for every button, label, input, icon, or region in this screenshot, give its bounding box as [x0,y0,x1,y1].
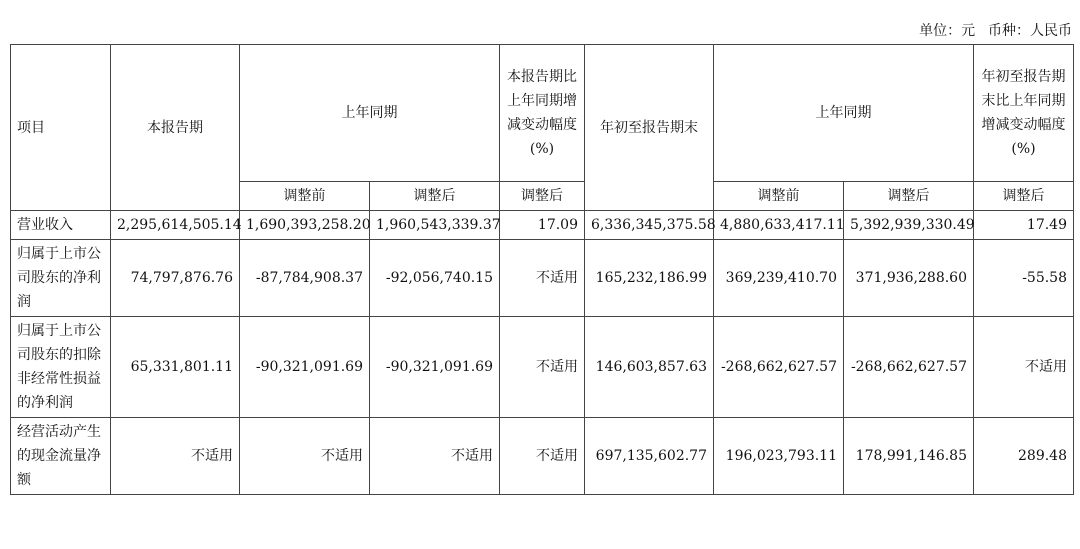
cell-prior-after: 1,960,543,339.37 [370,211,500,240]
cell-prior-before: -90,321,091.69 [240,317,370,418]
cell-ytd-change: 17.49 [974,211,1074,240]
table-row [11,317,1074,418]
header-current-period: 本报告期 [111,45,240,211]
cell-prior-after: 不适用 [370,418,500,495]
cell-ytd-prior-before: 196,023,793.11 [714,418,844,495]
table-row [11,211,1074,240]
header-after-adjustment: 调整后 [370,182,500,211]
cell-change: 17.09 [500,211,585,240]
cell-ytd: 165,232,186.99 [585,240,714,317]
cell-change: 不适用 [500,418,585,495]
header-row-top [11,45,1074,182]
unit-currency-line [915,20,1072,40]
table-body [11,211,1074,495]
table-row [11,240,1074,317]
cell-ytd-change: 289.48 [974,418,1074,495]
header-ytd-end: 年初至报告期末 [585,45,714,211]
cell-prior-after: -90,321,091.69 [370,317,500,418]
header-yoy-change-ytd: 年初至报告期末比上年同期增减变动幅度(%) [974,45,1074,182]
row-item-label: 营业收入 [11,211,111,240]
cell-ytd-change: -55.58 [974,240,1074,317]
header-yoy-change-current: 本报告期比上年同期增减变动幅度(%) [500,45,585,182]
cell-ytd-prior-after: 371,936,288.60 [844,240,974,317]
header-before-adjustment: 调整前 [240,182,370,211]
cell-prior-after: -92,056,740.15 [370,240,500,317]
cell-prior-before: 不适用 [240,418,370,495]
cell-prior-before: -87,784,908.37 [240,240,370,317]
cell-ytd: 146,603,857.63 [585,317,714,418]
header-prior-year-same-period-ytd: 上年同期 [714,45,974,182]
header-prior-year-same-period: 上年同期 [240,45,500,182]
cell-ytd-change: 不适用 [974,317,1074,418]
table-header [11,45,1074,211]
row-item-label: 归属于上市公司股东的扣除非经常性损益的净利润 [11,317,111,418]
cell-change: 不适用 [500,317,585,418]
cell-ytd: 697,135,602.77 [585,418,714,495]
cell-ytd-prior-after: 5,392,939,330.49 [844,211,974,240]
cell-change: 不适用 [500,240,585,317]
row-item-label: 归属于上市公司股东的净利润 [11,240,111,317]
cell-current: 74,797,876.76 [111,240,240,317]
cell-prior-before: 1,690,393,258.20 [240,211,370,240]
cell-ytd-prior-after: 178,991,146.85 [844,418,974,495]
row-item-label: 经营活动产生的现金流量净额 [11,418,111,495]
cell-ytd-prior-before: 4,880,633,417.11 [714,211,844,240]
cell-ytd: 6,336,345,375.58 [585,211,714,240]
header-after-adjustment-change: 调整后 [500,182,585,211]
header-after-adjustment-ytd-change: 调整后 [974,182,1074,211]
unit-label: 单位：元 [919,23,976,39]
cell-ytd-prior-after: -268,662,627.57 [844,317,974,418]
cell-ytd-prior-before: 369,239,410.70 [714,240,844,317]
cell-current: 65,331,801.11 [111,317,240,418]
header-before-adjustment-ytd: 调整前 [714,182,844,211]
cell-current: 不适用 [111,418,240,495]
header-item: 项目 [11,45,111,211]
currency-label: 币种：人民币 [988,23,1072,39]
header-after-adjustment-ytd: 调整后 [844,182,974,211]
table-row [11,418,1074,495]
cell-ytd-prior-before: -268,662,627.57 [714,317,844,418]
cell-current: 2,295,614,505.14 [111,211,240,240]
financial-data-table [10,44,1074,495]
